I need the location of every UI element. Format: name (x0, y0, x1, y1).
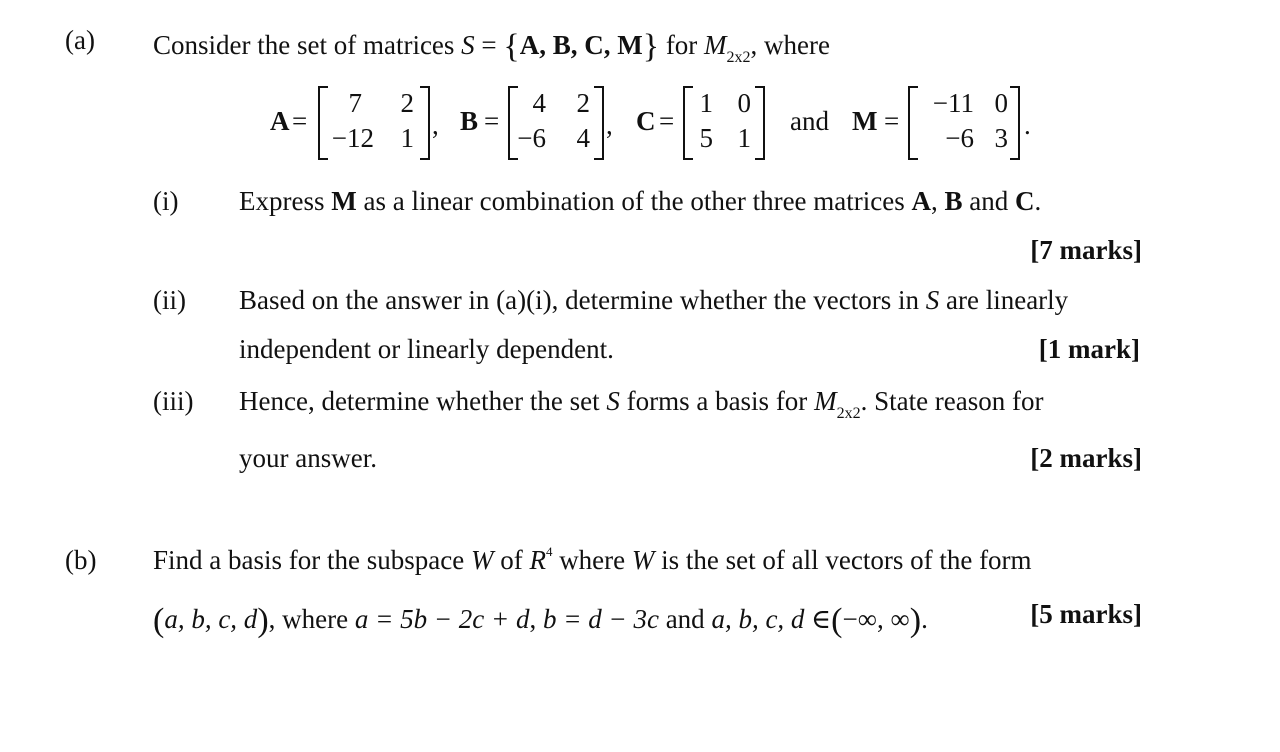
paren-close: ) (257, 602, 269, 639)
bracket-left (318, 86, 328, 160)
part-a-label: (a) (65, 25, 95, 55)
text: and (658, 604, 712, 634)
text: . (921, 604, 928, 634)
space-symbol: M (704, 30, 727, 60)
text: as a linear combination of the other three matrices (356, 186, 912, 216)
matrix-a-comma: , (432, 110, 439, 140)
matrix-c-cell-21: 5 (699, 123, 713, 153)
matrix-m-eq: = (884, 106, 900, 136)
matrix-b-cell-12: 2 (576, 88, 590, 118)
text: , where (268, 604, 355, 634)
for-text: for (659, 30, 705, 60)
sub-iii-label: (iii) (153, 386, 194, 416)
matrix-c-name: C (636, 106, 656, 136)
bold-a: A (911, 186, 931, 216)
sub-ii-marks: [1 mark] (1038, 334, 1140, 364)
matrix-b-cell-21: −6 (517, 123, 546, 153)
matrix-m-name: M (852, 106, 878, 136)
equation-1: a = 5b − 2c + d (354, 604, 530, 634)
set-symbol: S (461, 30, 475, 60)
matrix-b-name: B (460, 106, 479, 136)
paren-open: ( (831, 602, 843, 639)
and-text: and (790, 106, 829, 136)
matrix-c-cell-12: 0 (737, 88, 751, 118)
text: . (1034, 186, 1042, 216)
text: . State reason for (860, 386, 1044, 416)
matrix-b-comma: , (606, 110, 613, 140)
part-b-line2 (153, 601, 928, 639)
matrix-a-eq: = (292, 106, 308, 136)
matrix-c-eq: = (659, 106, 675, 136)
sub-iii-line1 (239, 386, 1044, 422)
matrix-c-cell-11: 1 (699, 88, 713, 118)
part-a-intro (153, 27, 831, 66)
matrix-a-cell-21: −12 (331, 123, 374, 153)
matrix-m-period: . (1024, 110, 1031, 140)
text: are linearly (939, 285, 1069, 315)
sub-i-text (239, 188, 1041, 215)
bracket-left (908, 86, 918, 160)
set-open-brace: { (503, 28, 520, 65)
set-members: A, B, C, M (519, 30, 643, 60)
matrix-a-name: A (270, 106, 290, 136)
sub-ii-line2: independent or linearly dependent. (239, 334, 614, 364)
matrix-b-cell-11: 4 (532, 88, 546, 118)
sub-i-marks: [7 marks] (1030, 235, 1142, 265)
matrix-m-cell-11: −11 (932, 88, 974, 118)
text: of (493, 545, 530, 575)
sub-ii-label: (ii) (153, 285, 186, 315)
r-superscript: 4 (545, 544, 553, 559)
paren-open: ( (153, 602, 165, 639)
interval: −∞, ∞ (842, 604, 910, 634)
paren-close: ) (909, 602, 922, 639)
sub-iii-marks: [2 marks] (1030, 443, 1142, 473)
where-text: , where (750, 30, 831, 60)
set-symbol: S (925, 285, 940, 315)
bracket-right (420, 86, 430, 160)
matrix-a-cell-22: 1 (400, 123, 414, 153)
set-eq: = (474, 30, 504, 60)
part-b-marks: [5 marks] (1030, 599, 1142, 629)
bracket-left (683, 86, 693, 160)
r-symbol: R (529, 545, 546, 575)
matrix-a-cell-12: 2 (400, 88, 414, 118)
text: Hence, determine whether the set (239, 386, 607, 416)
text: , (529, 604, 544, 634)
space-symbol: M (814, 386, 837, 416)
text: Express (239, 186, 332, 216)
bracket-right (1010, 86, 1020, 160)
matrix-m-cell-21: −6 (945, 123, 974, 153)
text: and (962, 186, 1015, 216)
matrix-m-cell-22: 3 (994, 123, 1008, 153)
sub-i-label: (i) (153, 186, 179, 216)
matrix-m-cell-12: 0 (994, 88, 1008, 118)
matrix-c-cell-22: 1 (737, 123, 751, 153)
text: Based on the answer in (a)(i), determine whether the vectors in (239, 285, 926, 315)
bracket-right (755, 86, 765, 160)
bold-m: M (331, 186, 357, 216)
matrix-a-cell-11: 7 (348, 88, 362, 118)
text: is the set of all vectors of the form (654, 545, 1032, 575)
text: , (931, 186, 945, 216)
bold-c: C (1015, 186, 1035, 216)
part-b-line1 (153, 544, 1032, 575)
matrix-m (908, 86, 1020, 156)
sub-iii-line2: your answer. (239, 443, 377, 473)
element-of: ∈ (804, 604, 832, 634)
intro-text: Consider the set of matrices (153, 30, 455, 60)
sub-ii-line1 (239, 287, 1068, 314)
subspace-symbol: W (470, 545, 494, 575)
matrix-b-eq: = (484, 106, 500, 136)
matrix-a (318, 86, 430, 156)
text: forms a basis for (619, 386, 815, 416)
equation-2: b = d − 3c (543, 604, 659, 634)
bracket-right (594, 86, 604, 160)
bold-b: B (944, 186, 963, 216)
set-symbol: S (606, 386, 620, 416)
matrix-b (508, 86, 604, 156)
matrix-c (683, 86, 765, 156)
set-close-brace: } (642, 28, 660, 65)
text: Find a basis for the subspace (153, 545, 471, 575)
space-subscript: 2x2 (836, 405, 861, 422)
space-subscript: 2x2 (726, 49, 751, 66)
part-b-label: (b) (65, 545, 97, 575)
text: where (552, 545, 632, 575)
variables: a, b, c, d (711, 604, 805, 634)
vector-tuple: a, b, c, d (164, 604, 258, 634)
subspace-symbol: W (631, 545, 655, 575)
matrix-b-cell-22: 4 (576, 123, 590, 153)
